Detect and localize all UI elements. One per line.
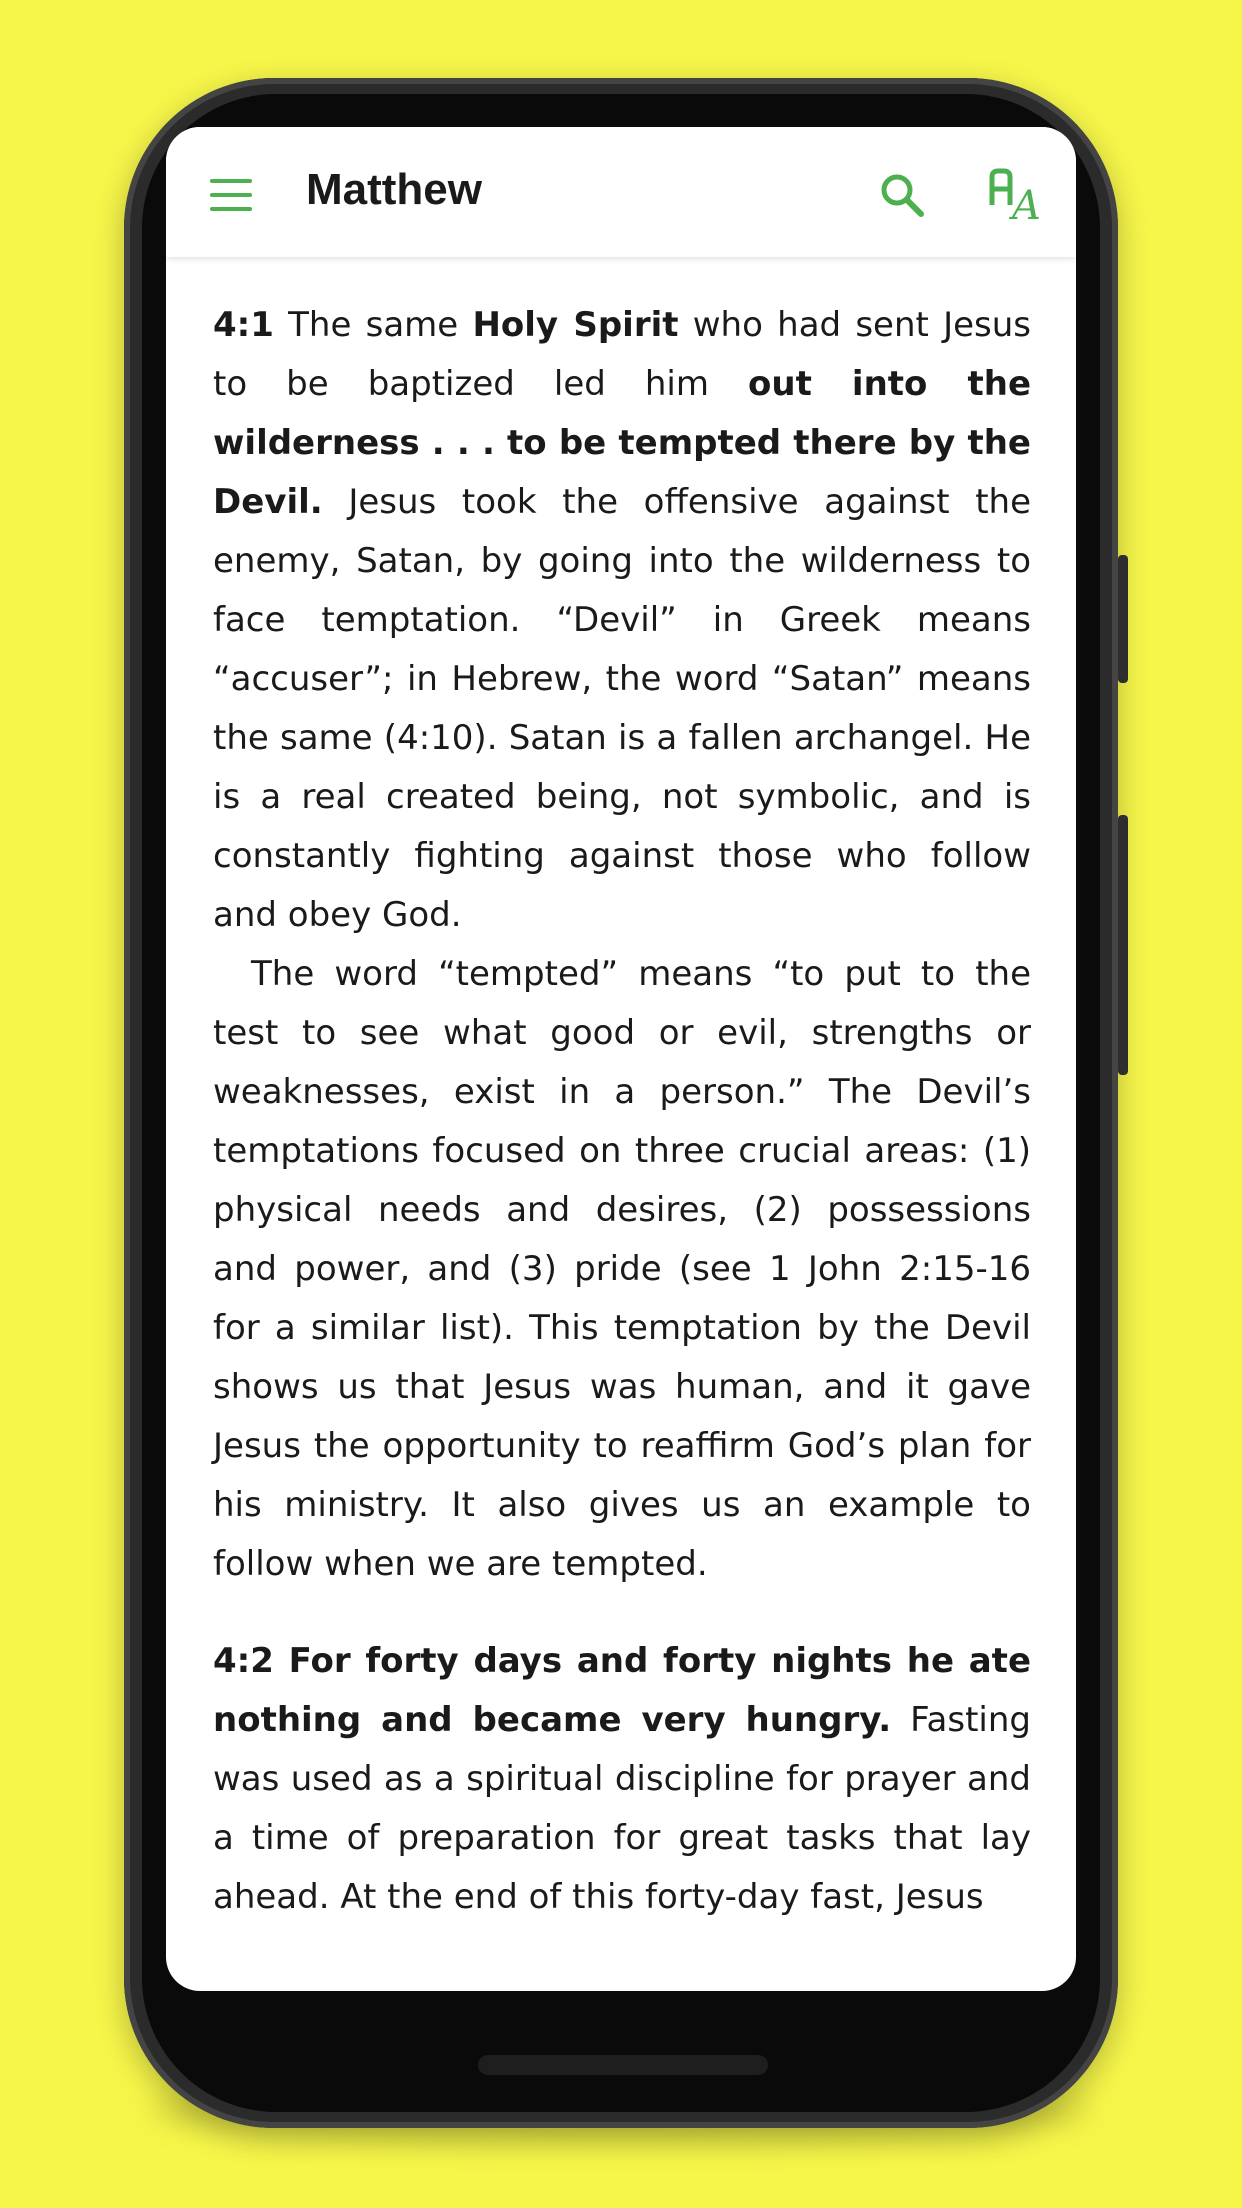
page-title: Matthew <box>306 165 482 214</box>
bottom-speaker <box>478 2055 768 2075</box>
svg-text:A: A <box>1012 183 1041 223</box>
verse-ref[interactable]: 4:1 <box>213 305 274 345</box>
app-bar <box>166 127 1076 257</box>
note-4-1: 4:1 The same Holy Spirit who had sent Jesus to be baptized led him out into the wilderness . . . to be tempted there by the Devil. Jesus took the offensive against the enemy, Satan, by going into the wilderness to face temptation. “Devil” in Greek means “accuser”; in Hebrew, the word “Satan” means the same (4:10). Satan is a fallen archangel. He is a real created being, not symbolic, and is constantly fighting against those who follow and obey God. <box>213 305 1032 935</box>
search-icon[interactable] <box>878 171 926 219</box>
volume-button <box>1118 815 1128 1075</box>
font-size-icon[interactable] <box>986 167 1042 223</box>
app-screen <box>166 127 1076 1991</box>
verse-ref[interactable]: 4:2 <box>213 1641 274 1681</box>
commentary-content <box>213 199 1031 1927</box>
note-4-2: 4:2 For forty days and forty nights he ate nothing and became very hungry. Fasting was used as a spiritual discipline for prayer and a time of preparation for great tasks that lay ahead. At the end of this forty-day fast, Jesus <box>213 1641 1032 1917</box>
power-button <box>1118 555 1128 683</box>
hamburger-menu-icon[interactable] <box>210 179 252 211</box>
note-4-1-continued: The word “tempted” means “to put to the test to see what good or evil, strengths or weaknesses, exist in a person.” The Devil’s temptations focused on three crucial areas: (1) physical needs and desires, (2) possessions and power, and (3) pride (see 1 John 2:15-16 for a similar list). This temptation by the Devil shows us that Jesus was human, and it gave Jesus the opportunity to reaffirm God’s plan for his ministry. It also gives us an example to follow when we are tempted. <box>213 954 1031 1584</box>
